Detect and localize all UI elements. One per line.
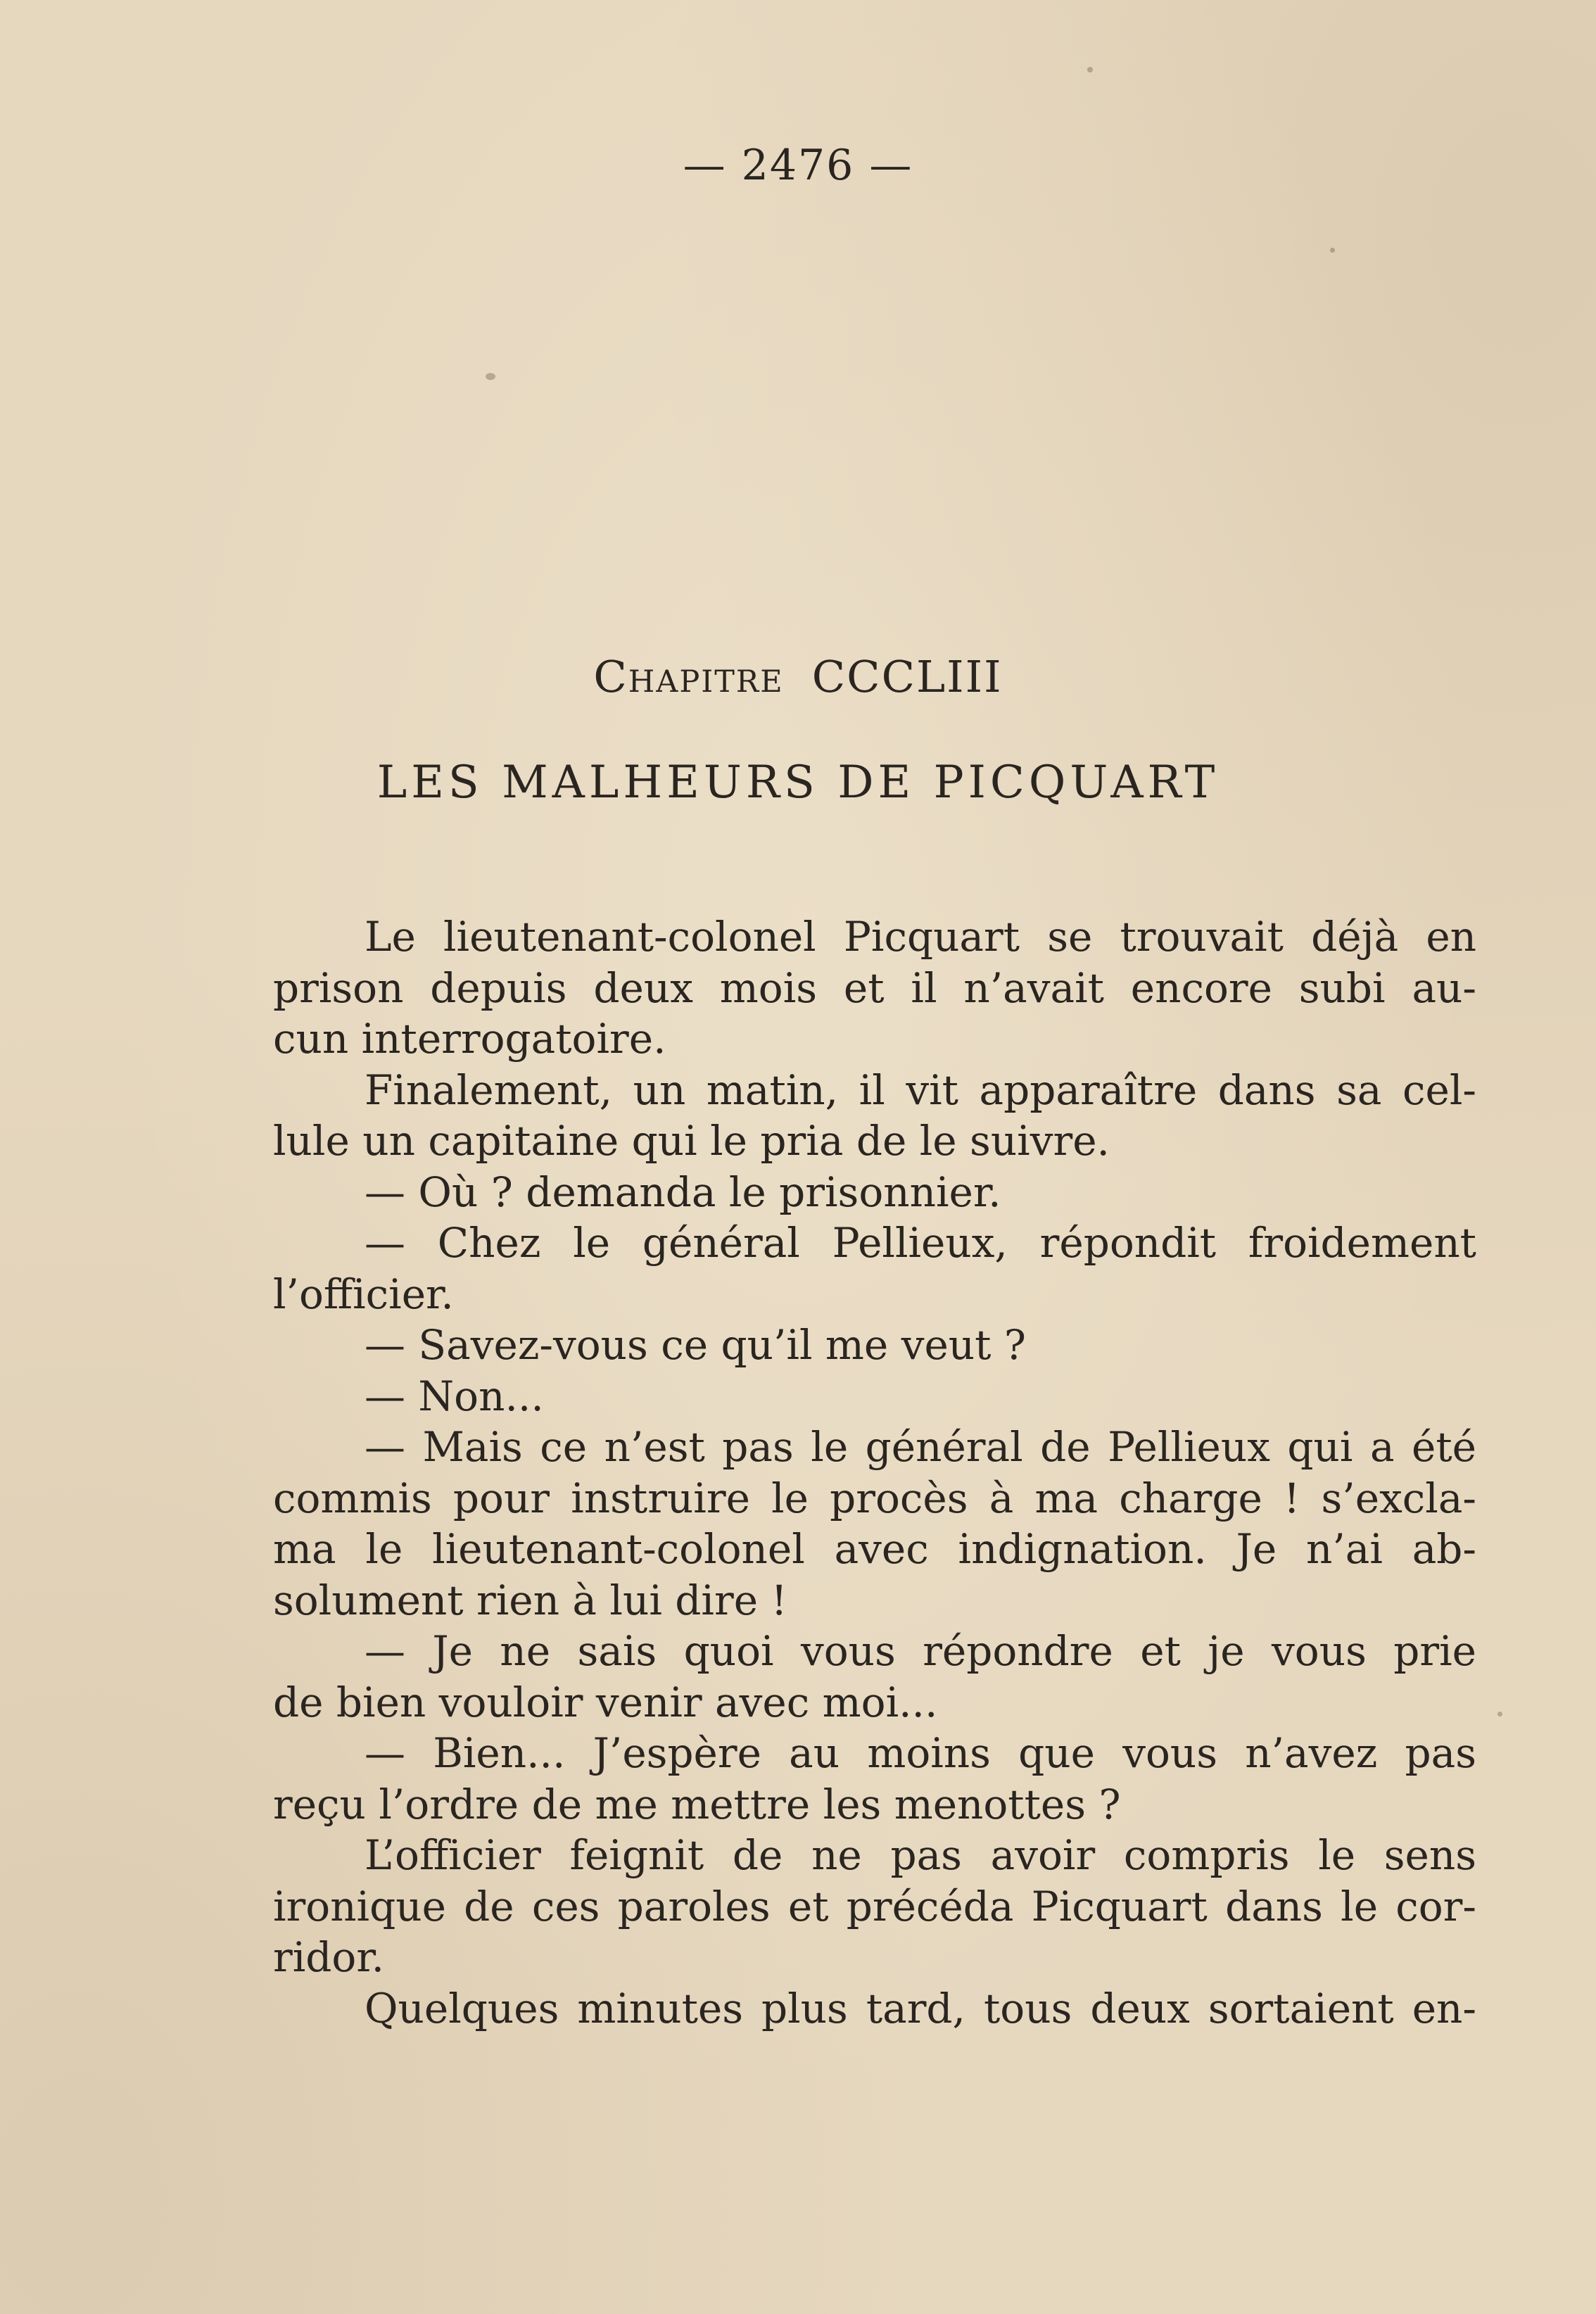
text-line: ridor. (273, 1933, 385, 1981)
chapter-label: Chapitre (593, 651, 784, 702)
text-line: — Où ? demanda le prisonnier. (365, 1168, 1001, 1216)
text-line: — Chez le général Pellieux, répondit froidement (365, 1219, 1476, 1267)
chapter-heading (0, 651, 1596, 702)
text-line: — Non... (365, 1372, 544, 1420)
ink-speck (1330, 248, 1335, 253)
text-line: prison depuis deux mois et il n’avait encore subi au- (273, 963, 1476, 1012)
text-line: reçu l’ordre de me mettre les menottes ? (273, 1780, 1121, 1828)
text-line: — Mais ce n’est pas le général de Pellieux qui a été (365, 1423, 1476, 1471)
chapter-title: LES MALHEURS DE PICQUART (376, 757, 1220, 809)
text-line: l’officier. (273, 1270, 454, 1318)
text-line: — Savez-vous ce qu’il me veut ? (365, 1321, 1026, 1369)
page-number: — 2476 — (683, 141, 913, 190)
text-line: ironique de ces paroles et précéda Picquart dans le cor- (273, 1882, 1476, 1930)
text-line: de bien vouloir venir avec moi... (273, 1678, 938, 1726)
text-line: lule un capitaine qui le pria de le suivre. (273, 1117, 1110, 1165)
chapter-number: CCCLIII (811, 651, 1003, 702)
text-line: — Bien... J’espère au moins que vous n’avez pas (365, 1729, 1476, 1777)
text-line: commis pour instruire le procès à ma charge ! s’excla- (273, 1474, 1476, 1522)
text-line: L’officier feignit de ne pas avoir compris le sens (365, 1831, 1476, 1879)
text-line: cun interrogatoire. (273, 1015, 666, 1063)
text-line: Finalement, un matin, il vit apparaître dans sa cel- (365, 1066, 1476, 1114)
text-line: Le lieutenant-colonel Picquart se trouvait déjà en (365, 913, 1476, 961)
text-line: solument rien à lui dire ! (273, 1576, 787, 1624)
text-line: ma le lieutenant-colonel avec indignation. Je n’ai ab- (273, 1525, 1476, 1573)
body-text (273, 911, 1476, 2034)
text-line: — Je ne sais quoi vous répondre et je vous prie (365, 1627, 1476, 1675)
text-line: Quelques minutes plus tard, tous deux sortaient en- (365, 1984, 1476, 2032)
ink-speck (1497, 1712, 1502, 1716)
ink-speck (1087, 67, 1093, 72)
ink-speck (486, 373, 495, 380)
